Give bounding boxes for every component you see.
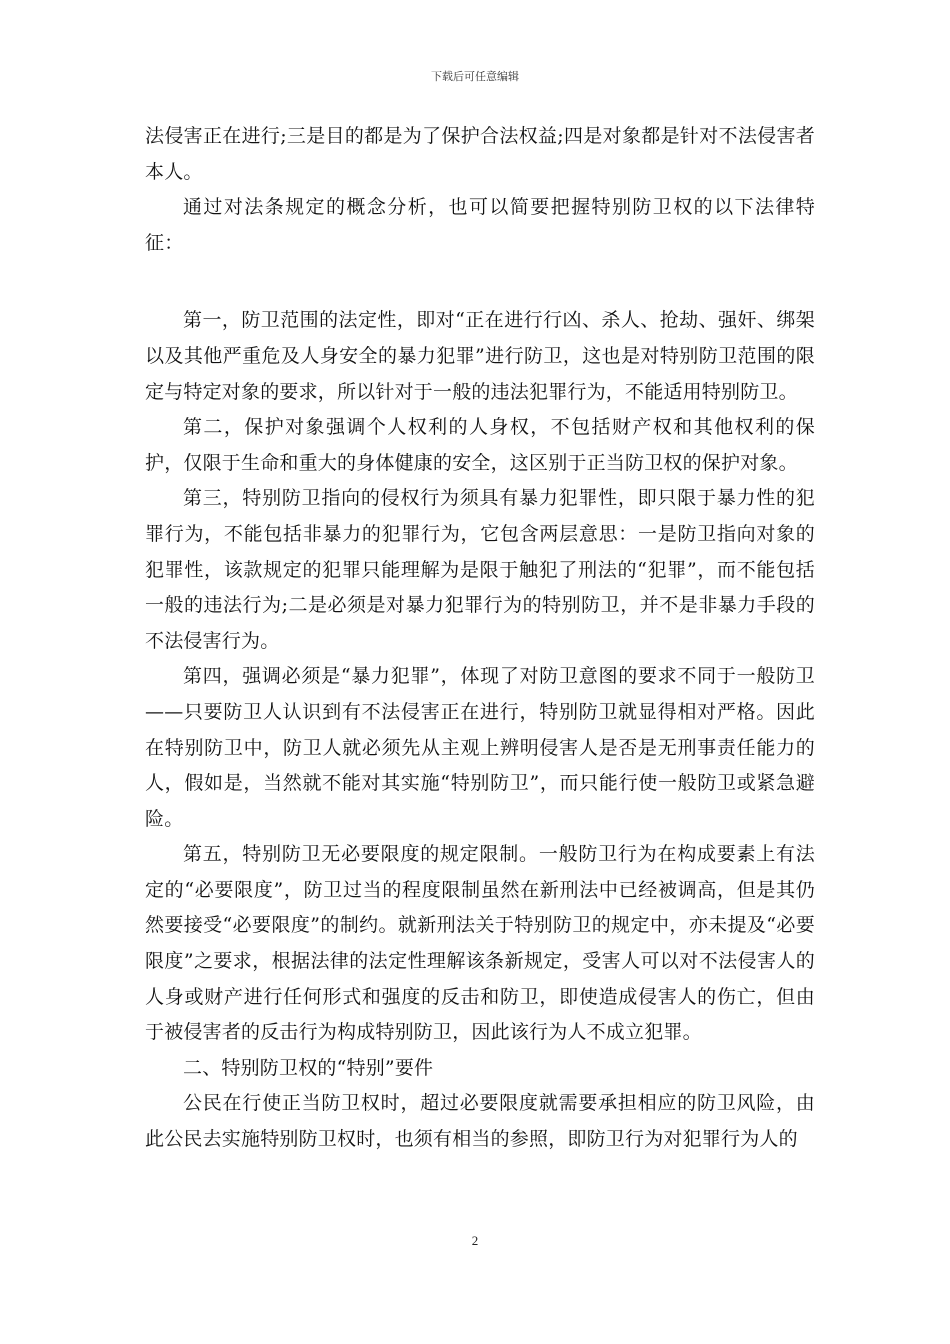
document-body xyxy=(145,119,815,1158)
paragraph-fifth: 第五，特别防卫无必要限度的规定限制。一般防卫行为在构成要素上有法定的“必要限度”，防卫过当的程度限制虽然在新刑法中已经被调高，但是其仍然要接受“必要限度”的制约。就新刑法关于特别防卫的规定中，亦未提及“必要限度”之要求，根据法律的法定性理解该条新规定，受害人可以对不法侵害人的人身或财产进行任何形式和强度的反击和防卫，即使造成侵害人的伤亡，但由于被侵害者的反击行为构成特别防卫，因此该行为人不成立犯罪。 xyxy=(145,843,815,1044)
paragraph-intro: 通过对法条规定的概念分析，也可以简要把握特别防卫权的以下法律特征： xyxy=(145,196,815,254)
paragraph-second: 第二，保护对象强调个人权利的人身权，不包括财产权和其他权利的保护，仅限于生命和重大的身体健康的安全，这区别于正当防卫权的保护对象。 xyxy=(145,416,815,474)
paragraph-continuation: 法侵害正在进行;三是目的都是为了保护合法权益;四是对象都是针对不法侵害者本人。 xyxy=(145,125,815,183)
blank-line xyxy=(145,261,815,303)
section-heading: 二、特别防卫权的“特别”要件 xyxy=(183,1056,434,1079)
paragraph-third: 第三，特别防卫指向的侵权行为须具有暴力犯罪性，即只限于暴力性的犯罪行为，不能包括非暴力的犯罪行为，它包含两层意思：一是防卫指向对象的犯罪性，该款规定的犯罪只能理解为是限于触犯了刑法的“犯罪”，而不能包括一般的违法行为;二是必须是对暴力犯罪行为的特别防卫，并不是非暴力手段的不法侵害行为。 xyxy=(145,487,815,652)
paragraph-first: 第一，防卫范围的法定性，即对“正在进行行凶、杀人、抢劫、强奸、绑架以及其他严重危及人身安全的暴力犯罪”进行防卫，这也是对特别防卫范围的限定与特定对象的要求，所以针对于一般的违法犯罪行为，不能适用特别防卫。 xyxy=(145,309,815,403)
paragraph-closing: 公民在行使正当防卫权时，超过必要限度就需要承担相应的防卫风险，由此公民去实施特别防卫权时，也须有相当的参照，即防卫行为对犯罪行为人的 xyxy=(145,1092,815,1151)
page-header: 下载后可任意编辑 xyxy=(431,70,519,83)
page-number: 2 xyxy=(471,1233,479,1248)
paragraph-fourth: 第四，强调必须是“暴力犯罪”，体现了对防卫意图的要求不同于一般防卫——只要防卫人认识到有不法侵害正在进行，特别防卫就显得相对严格。因此在特别防卫中，防卫人就必须先从主观上辨明侵害人是否是无刑事责任能力的人，假如是，当然就不能对其实施“特别防卫”，而只能行使一般防卫或紧急避险。 xyxy=(145,665,815,830)
